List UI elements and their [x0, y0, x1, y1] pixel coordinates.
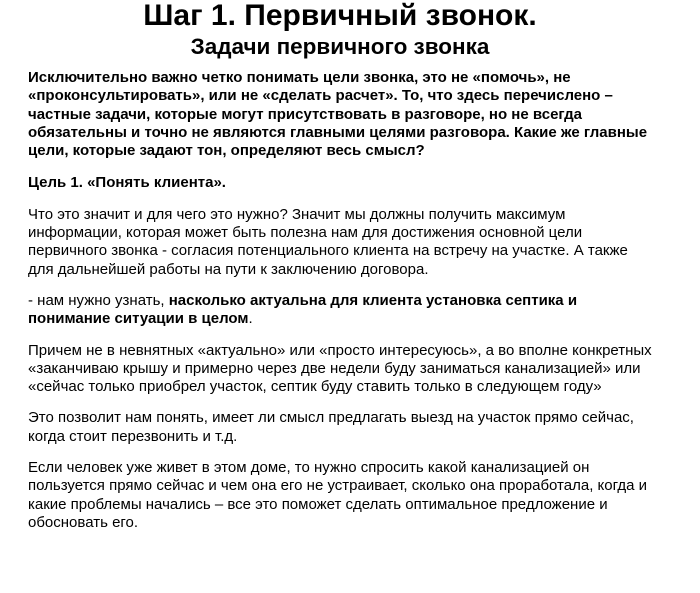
goal-heading: Цель 1. «Понять клиента». [28, 174, 226, 192]
paragraph-2-bold: насколько актуальна для клиента установка септика и понимание ситуации в целом [28, 291, 578, 328]
document-title: Шаг 1. Первичный звонок. [143, 0, 537, 32]
paragraph-3: Причем не в невнятных «актуально» или «просто интересуюсь», а во вполне конкретных «заканчиваю крышу и примерно через две недели буду заниматься канализацией» или «сейчас только приобрел участок, септик буду ставить только в следующем году» [28, 341, 652, 396]
section-subtitle: Задачи первичного звонка [190, 34, 490, 59]
paragraph-2-prefix: - нам нужно узнать, [28, 291, 169, 309]
paragraph-5: Если человек уже живет в этом доме, то нужно спросить какой канализацией он пользуется прямо сейчас и чем она его не устраивает, сколько она проработала, когда и какие проблемы начались – все это поможет сделать оптимальное предложение и обосновать его. [28, 459, 648, 531]
intro-paragraph: Исключительно важно четко понимать цели звонка, это не «помочь», не «проконсультировать», или не «сделать расчет». То, что здесь перечислено – частные задачи, которые могут присутствовать в разговоре, но не всегда обязательны и точно не являются главными целями разговора. Какие же главные цели, которые задают тон, определяют весь смысл? [28, 69, 648, 160]
paragraph-1: Что это значит и для чего это нужно? Значит мы должны получить максимум информации, которая может быть полезна нам для достижения основной цели первичного звонка - согласия потенциального клиента на встречу на участке. А также для дальнейшей работы на пути к заключению договора. [28, 205, 628, 278]
paragraph-2 [28, 292, 652, 329]
paragraph-4: Это позволит нам понять, имеет ли смысл предлагать выезд на участок прямо сейчас, когда стоит перезвонить и т.д. [28, 409, 634, 445]
paragraph-2-suffix: . [248, 310, 253, 328]
